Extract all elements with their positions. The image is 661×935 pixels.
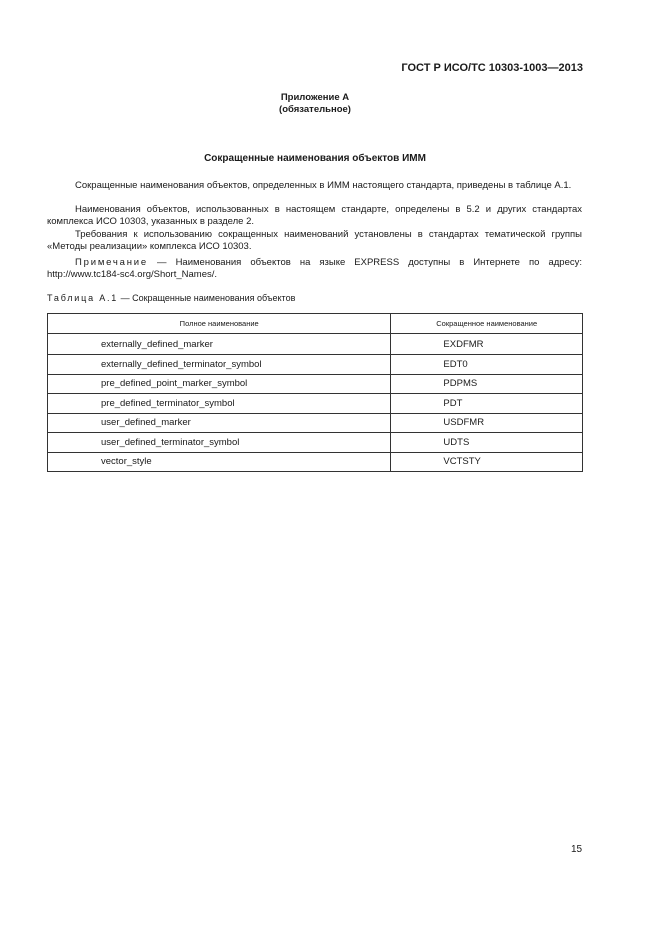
- table-row: [48, 374, 583, 394]
- appendix-title: Приложение А: [280, 92, 350, 103]
- full-name-cell: externally_defined_terminator_symbol: [48, 355, 391, 375]
- appendix-heading: [0, 92, 630, 116]
- column-header-short-name: Сокращенное наименование: [391, 314, 583, 334]
- short-name-cell: PDPMS: [391, 374, 583, 394]
- short-name-cell: EXDFMR: [391, 334, 583, 355]
- note-text: — Наименования объектов на языке EXPRESS доступны в Интернете по адресу: http://www.tc184-sc4.org/Short_Names/.: [47, 257, 582, 281]
- column-header-full-name: Полное наименование: [48, 314, 391, 334]
- table-caption: [47, 293, 295, 303]
- table-row: [48, 433, 583, 453]
- full-name-cell: user_defined_terminator_symbol: [48, 433, 391, 453]
- full-name-cell: pre_defined_point_marker_symbol: [48, 374, 391, 394]
- table-row: [48, 452, 583, 472]
- table-row: [48, 413, 583, 433]
- table-caption-text: — Сокращенные наименования объектов: [118, 293, 296, 303]
- note-label: Примечание: [75, 257, 148, 268]
- full-name-cell: vector_style: [48, 452, 391, 472]
- short-name-cell: PDT: [391, 394, 583, 414]
- short-name-cell: EDT0: [391, 355, 583, 375]
- table-header-row: [48, 314, 583, 334]
- short-names-table: [47, 313, 583, 472]
- document-header: ГОСТ Р ИСО/ТС 10303-1003—2013: [401, 62, 583, 74]
- paragraph-2: Наименования объектов, использованных в настоящем стандарте, определены в 5.2 и других стандартах комплекса ИСО 10303, указанных в разделе 2.: [47, 204, 582, 228]
- full-name-cell: pre_defined_terminator_symbol: [48, 394, 391, 414]
- full-name-cell: user_defined_marker: [48, 413, 391, 433]
- page-number: 15: [571, 844, 583, 855]
- table-caption-label: Таблица А.1: [47, 293, 119, 303]
- section-title: Сокращенные наименования объектов ИММ: [204, 153, 426, 164]
- short-name-cell: USDFMR: [391, 413, 583, 433]
- table-row: [48, 355, 583, 375]
- paragraph-3: Требования к использованию сокращенных наименований установлены в стандартах тематической группы «Методы реализации» комплекса ИСО 10303.: [47, 229, 582, 253]
- paragraph-1: Сокращенные наименования объектов, определенных в ИММ настоящего стандарта, приведены в таблице А.1.: [75, 180, 572, 191]
- appendix-status: (обязательное): [279, 104, 351, 115]
- note-paragraph: [47, 257, 582, 282]
- short-name-cell: UDTS: [391, 433, 583, 453]
- short-name-cell: VCTSTY: [391, 452, 583, 472]
- full-name-cell: externally_defined_marker: [48, 334, 391, 355]
- table-row: [48, 394, 583, 414]
- table-row: [48, 334, 583, 355]
